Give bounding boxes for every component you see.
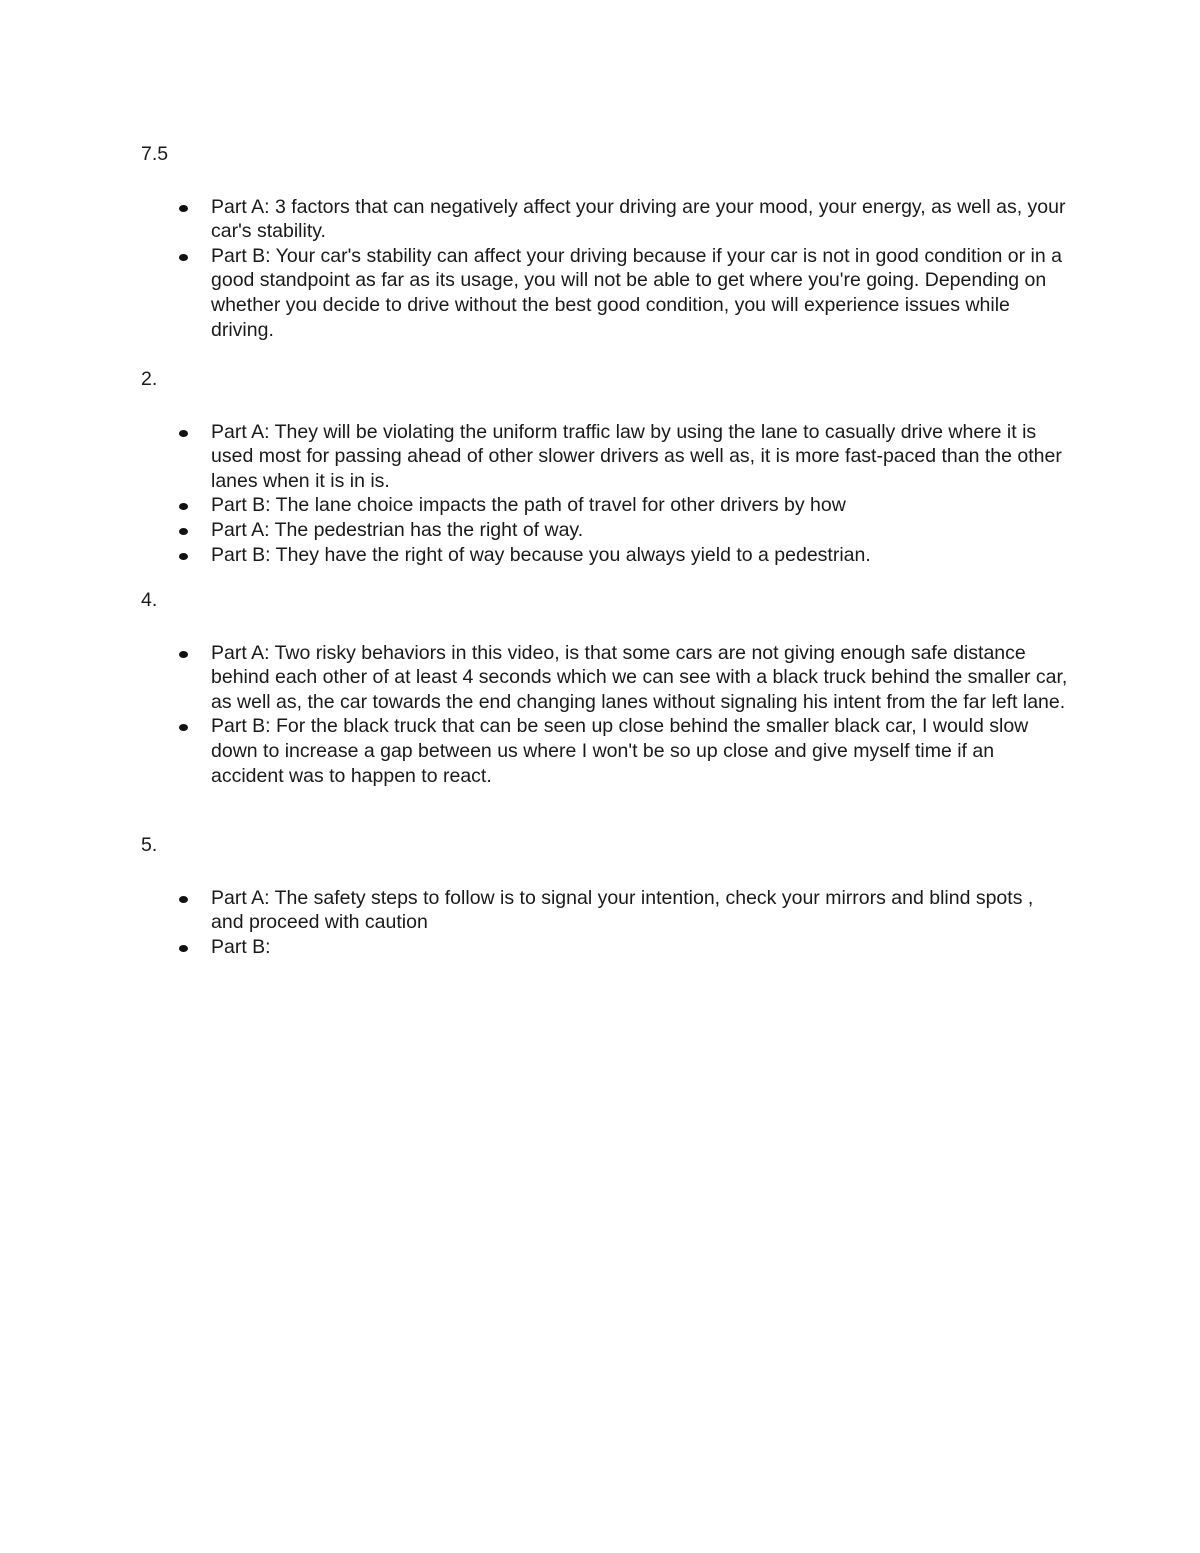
- answer-text: Part A: The pedestrian has the right of way.: [211, 518, 584, 541]
- question-number: 7.5: [141, 143, 169, 165]
- answer-text: Part B: Your car's stability can affect your driving because if your car is not in good condition or in a good standpoint as far as its usage, you will not be able to get where you're going. Depending on whether you decide to drive without the best good condition, you will experience issues while driving.: [211, 244, 1062, 341]
- answer-item: [141, 641, 1071, 715]
- answer-item: [141, 420, 1071, 494]
- bullet-icon: [179, 430, 188, 437]
- answer-item: [141, 714, 1071, 788]
- answer-text: Part B:: [211, 935, 271, 958]
- bullet-icon: [179, 254, 188, 261]
- answer-text: Part B: They have the right of way because you always yield to a pedestrian.: [211, 543, 871, 566]
- answer-item: [141, 493, 1071, 518]
- answer-item: [141, 244, 1071, 342]
- answer-list: [141, 195, 1071, 343]
- question-number: 2.: [141, 368, 158, 390]
- answer-item: [141, 518, 1071, 543]
- question-number: 5.: [141, 834, 158, 856]
- answer-list: [141, 420, 1071, 568]
- answer-item: [141, 195, 1071, 244]
- bullet-icon: [179, 205, 188, 212]
- question-section-2: [141, 367, 1071, 567]
- bullet-icon: [179, 528, 188, 535]
- bullet-icon: [179, 553, 188, 560]
- answer-list: [141, 641, 1071, 789]
- question-section-4: [141, 588, 1071, 788]
- answer-item: [141, 543, 1071, 568]
- bullet-icon: [179, 503, 188, 510]
- answer-text: Part B: The lane choice impacts the path of travel for other drivers by how: [211, 494, 846, 517]
- bullet-icon: [179, 651, 188, 658]
- bullet-icon: [179, 724, 188, 731]
- question-number: 4.: [141, 589, 158, 611]
- bullet-icon: [179, 896, 188, 903]
- answer-item: [141, 935, 1071, 960]
- answer-text: Part A: 3 factors that can negatively affect your driving are your mood, your energy, as well as, your car's stability.: [211, 195, 1066, 243]
- question-section-5: [141, 833, 1071, 959]
- question-section-7-5: [141, 142, 1071, 342]
- answer-text: Part A: The safety steps to follow is to signal your intention, check your mirrors and blind spots , and proceed with caution: [211, 886, 1034, 934]
- answer-list: [141, 886, 1071, 960]
- answer-text: Part A: They will be violating the uniform traffic law by using the lane to casually drive where it is used most for passing ahead of other slower drivers as well as, it is more fast-paced than the other lanes when it is in is.: [211, 420, 1062, 492]
- answer-item: [141, 886, 1071, 935]
- bullet-icon: [179, 945, 188, 952]
- answer-text: Part A: Two risky behaviors in this video, is that some cars are not giving enough safe distance behind each other of at least 4 seconds which we can see with a black truck behind the smaller car, as well as, the car towards the end changing lanes without signaling his intent from the far left lane.: [211, 641, 1068, 713]
- answer-text: Part B: For the black truck that can be seen up close behind the smaller black car, I would slow down to increase a gap between us where I won't be so up close and give myself time if an accident was to happen to react.: [211, 715, 1029, 787]
